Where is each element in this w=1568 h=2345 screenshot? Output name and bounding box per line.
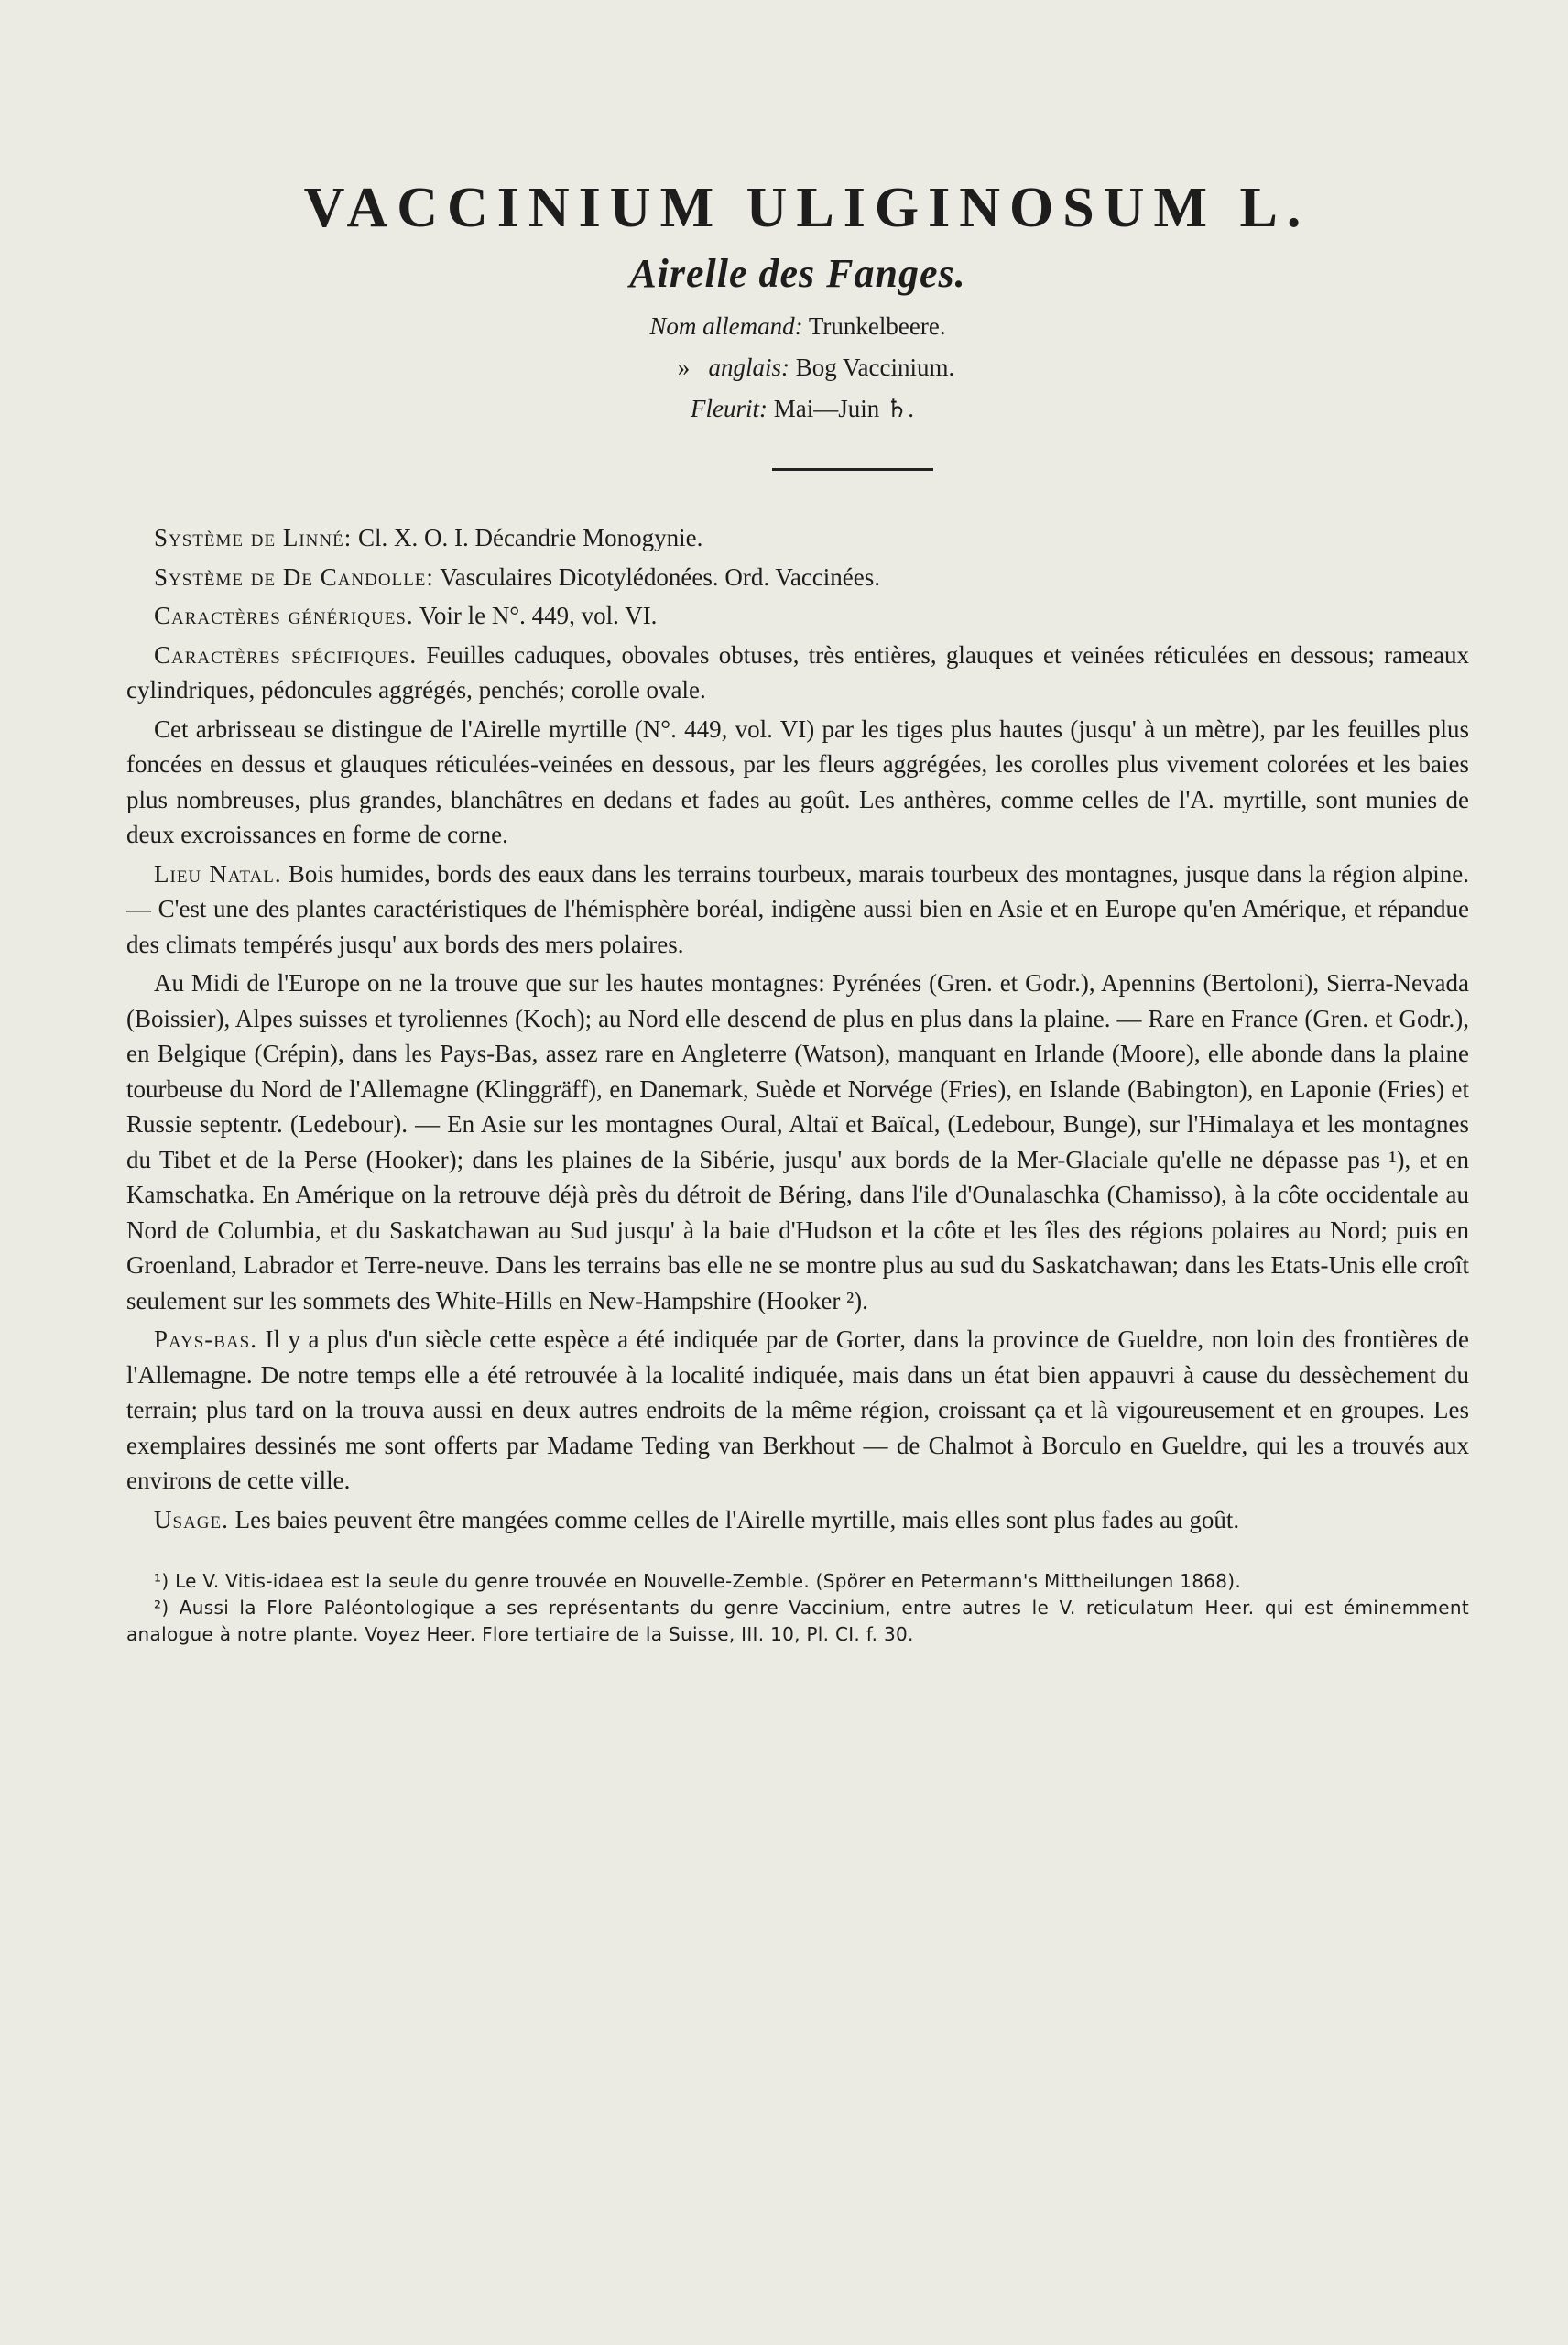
- habitat-paragraph: [126, 856, 1469, 963]
- german-name-row: [126, 306, 1469, 347]
- ditto-mark: »: [677, 354, 691, 381]
- distribution-paragraph: Au Midi de l'Europe on ne la trouve que sur les hautes montagnes: Pyrénées (Gren. et Godr.), Apennins (Bertoloni), Sierra-Nevada (Boissier), Alpes suisses et tyroliennes (Koch); au Nord elle descend de plus en plus dans la plaine. — Rare en France (Gren. et Godr.), en Belgique (Crépin), dans les Pays-Bas, assez rare en Angleterre (Watson), manquant en Irlande (Moore), elle abonde dans la plaine tourbeuse du Nord de l'Allemagne (Klinggräff), en Danemark, Suède et Norvége (Fries), en Islande (Babington), en Laponie (Fries) et Russie septentr. (Ledebour). — En Asie sur les montagnes Oural, Altaï et Baïcal, (Ledebour, Bunge), sur l'Himalaya et les montagnes du Tibet et de la Perse (Hooker); dans les plaines de la Sibérie, jusqu' aux bords de la Mer-Glaciale qu'elle ne dépasse pas ¹), et en Kamschatka. En Amérique on la retrouve déjà près du détroit de Béring, dans l'ile d'Ounalaschka (Chamisso), à la côte occidentale au Nord de Columbia, et du Saskatchawan au Sud jusqu' à la baie d'Hudson et la côte et les îles des régions polaires au Nord; puis en Groenland, Labrador et Terre-neuve. Dans les terrains bas elle ne se montre plus au sud du Saskatchawan; dans les Etats-Unis elle croît seulement sur les sommets des White-Hills en New-Hampshire (Hooker ²).: [126, 969, 1469, 1314]
- habitat-text: Bois humides, bords des eaux dans les terrains tourbeux, marais tourbeux des montagnes, jusque dans la région alpine. — C'est une des plantes caractéristiques de l'hémisphère boréal, indigène aussi bien en Asie et en Europe qu'en Amérique, et répandue des climats tempérés jusqu' aux bords des mers polaires.: [126, 859, 1469, 958]
- habitat-label: Lieu Natal.: [154, 859, 282, 888]
- specific-text: Feuilles caduques, obovales obtuses, très entières, glauques et veinées réticulées en dessous; rameaux cylindriques, pédoncules aggrégés, penchés; corolle ovale.: [126, 640, 1470, 704]
- generic-text: Voir le N°. 449, vol. VI.: [419, 602, 658, 629]
- document-page: [0, 176, 1568, 2345]
- candolle-label: Système de De Candolle:: [154, 562, 434, 591]
- candolle-paragraph: [126, 560, 1469, 595]
- netherlands-text: Il y a plus d'un siècle cette espèce a été indiquée par de Gorter, dans la province de Gueldre, non loin des frontières de l'Allemagne. De notre temps elle a été retrouvée à la localité indiquée, mais dans un état bien appauvri à cause du dessèchement du terrain; plus tard on la trouva aussi en deux autres endroits de la même région, croissant ça et là vigoureusement et en groupes. Les exemplaires dessinés me sont offerts par Madame Teding van Berkhout — de Chalmot à Borculo en Gueldre, qui les a trouvés aux environs de cette ville.: [126, 1325, 1470, 1494]
- linne-paragraph: [126, 520, 1469, 556]
- linne-label: Système de Linné:: [154, 524, 353, 551]
- flowering-row: [126, 388, 1469, 430]
- page-subtitle: Airelle des Fanges.: [629, 251, 966, 296]
- english-name-label: anglais:: [708, 354, 790, 381]
- flowering-value: Mai—Juin ♄.: [773, 395, 914, 422]
- english-name-value: Bog Vaccinium.: [795, 354, 955, 381]
- generic-paragraph: [126, 598, 1469, 634]
- page-title: VACCINIUM ULIGINOSUM L.: [303, 177, 1311, 239]
- common-names: [126, 306, 1469, 430]
- specific-paragraph: [126, 638, 1469, 708]
- german-name-label: Nom allemand:: [649, 312, 803, 340]
- generic-label: Caractères génériques.: [154, 602, 414, 629]
- flowering-label: Fleurit:: [691, 395, 768, 422]
- linne-text: Cl. X. O. I. Décandrie Monogynie.: [357, 524, 703, 551]
- usage-text: Les baies peuvent être mangées comme celles de l'Airelle myrtille, mais elles sont plus fades au goût.: [234, 1505, 1240, 1533]
- english-name-row: [126, 347, 1469, 388]
- specific-label: Caractères spécifiques.: [154, 640, 418, 669]
- footnote-2: ²) Aussi la Flore Paléontologique a ses représentants du genre Vaccinium, entre autres le V. reticulatum Heer. qui est éminemment analogue à notre plante. Voyez Heer. Flore tertiaire de la Suisse, III. 10, Pl. CI. f. 30.: [126, 1597, 1469, 1645]
- footnotes: [126, 1568, 1469, 1648]
- usage-label: Usage.: [154, 1505, 229, 1533]
- description-paragraph: Cet arbrisseau se distingue de l'Airelle myrtille (N°. 449, vol. VI) par les tiges plus hautes (jusqu' à un mètre), par les feuilles plus foncées en dessus et glauques réticulées-veinées en dessous, par les fleurs aggrégées, les corolles plus vivement colorées et les baies plus nombreuses, plus grandes, blanchâtres en dedans et fades au goût. Les anthères, comme celles de l'A. myrtille, sont munies de deux excroissances en forme de corne.: [126, 714, 1469, 848]
- german-name-value: Trunkelbeere.: [808, 312, 946, 340]
- netherlands-label: Pays-bas.: [154, 1325, 257, 1353]
- footnote-1: ¹) Le V. Vitis-idaea est la seule du genre trouvée en Nouvelle-Zemble. (Spörer en Petermann's Mittheilungen 1868).: [154, 1570, 1242, 1592]
- main-text: [126, 520, 1469, 1537]
- divider: [772, 468, 933, 471]
- netherlands-paragraph: [126, 1322, 1469, 1499]
- usage-paragraph: [126, 1502, 1469, 1538]
- candolle-text: Vasculaires Dicotylédonées. Ord. Vaccinées.: [440, 562, 881, 591]
